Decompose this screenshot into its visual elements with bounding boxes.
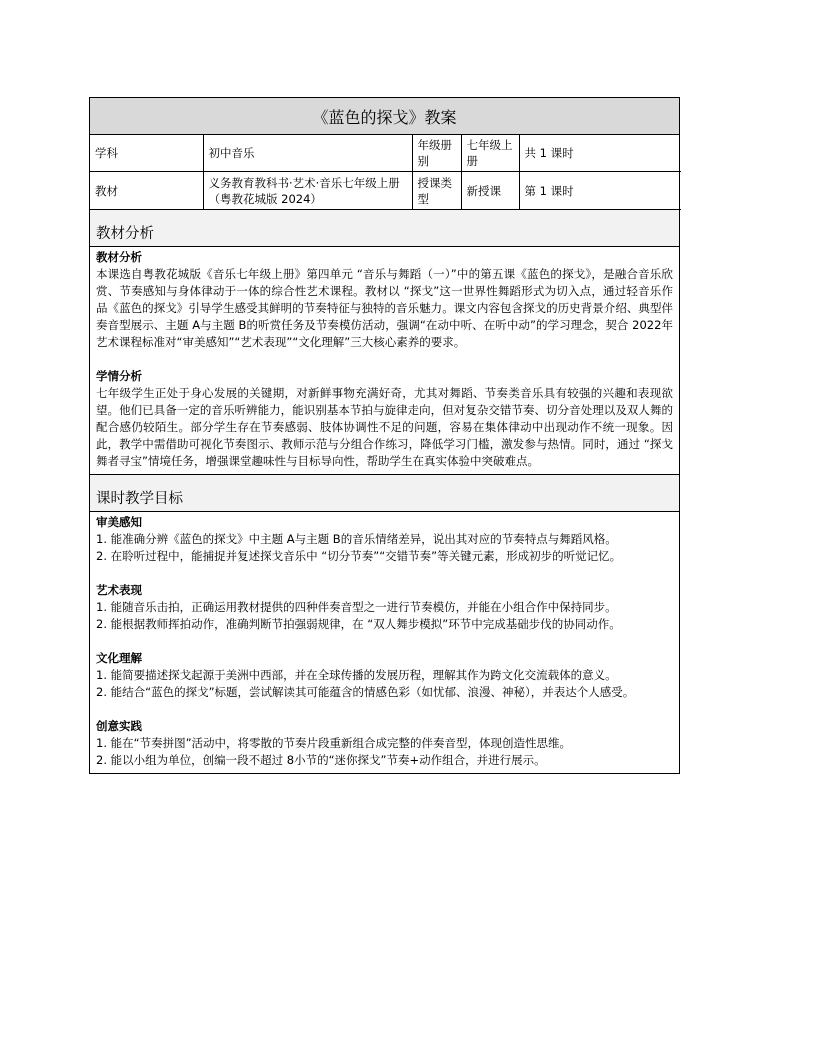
lesson-value: 第 1 课时	[519, 172, 681, 210]
lesson-plan-document	[89, 97, 680, 774]
textbook-value: 义务教育教科书·艺术·音乐七年级上册（粤教花城版 2024）	[203, 172, 412, 210]
grade-label: 年级册别	[412, 135, 461, 172]
period-value: 共 1 课时	[519, 135, 681, 172]
objective-item: 2. 在聆听过程中，能捕捉并复述探戈音乐中 “切分节奏”“交错节奏”等关键元素，形成初步的听觉记忆。	[96, 549, 622, 563]
info-row-textbook	[90, 172, 681, 210]
objective-item: 2. 能根据教师挥拍动作，准确判断节拍强弱规律，在 “双人舞步模拟”环节中完成基础步伐的协同动作。	[96, 617, 621, 631]
textbook-analysis-text: 本课选自粤教花城版《音乐七年级上册》第四单元 “音乐与舞蹈（一）”中的第五课《蓝色的探戈》，是融合音乐欣赏、节奏感知与身体律动于一体的综合性艺术课程。教材以 “探戈”这一世界性舞蹈形式为切入点，通过轻音乐作品《蓝色的探戈》引导学生感受其鲜明的节奏特征与独特的音乐魅力。课文内容包含探戈的历史背景介绍、典型伴奏音型展示、主题 A与主题 B的听赏任务及节奏模仿活动，强调“在动中听、在听中动”的学习理念，契合 2022年艺术课程标准对“审美感知”“艺术表现”“文化理解”三大核心素养的要求。	[96, 267, 673, 349]
type-label: 授课类型	[412, 172, 461, 210]
objective-group-title: 艺术表现	[96, 583, 142, 597]
analysis-section	[90, 247, 679, 475]
objective-item: 1. 能简要描述探戈起源于美洲中西部，并在全球传播的发展历程，理解其作为跨文化交流载体的意义。	[96, 668, 617, 682]
subject-label: 学科	[90, 135, 203, 172]
objective-item: 2. 能以小组为单位，创编一段不超过 8小节的“迷你探戈”节奏+动作组合，并进行展示。	[96, 753, 546, 767]
objective-group-title: 创意实践	[96, 719, 142, 733]
type-value: 新授课	[461, 172, 519, 210]
info-row-subject	[90, 135, 681, 172]
objectives-heading: 课时教学目标	[90, 475, 679, 512]
subject-value: 初中音乐	[203, 135, 412, 172]
objective-group-title: 文化理解	[96, 651, 142, 665]
analysis-heading: 教材分析	[90, 210, 679, 247]
objective-item: 1. 能准确分辨《蓝色的探戈》中主题 A与主题 B的音乐情绪差异，说出其对应的节奏特点与舞蹈风格。	[96, 532, 617, 546]
objective-item: 1. 能随音乐击拍，正确运用教材提供的四种伴奏音型之一进行节奏模仿，并能在小组合作中保持同步。	[96, 600, 617, 614]
objective-group-title: 审美感知	[96, 515, 142, 529]
info-table	[90, 135, 681, 210]
grade-value: 七年级上册	[461, 135, 519, 172]
textbook-analysis-title: 教材分析	[96, 250, 142, 264]
objective-item: 1. 能在“节奏拼图”活动中，将零散的节奏片段重新组合成完整的伴奏音型，体现创造性思维。	[96, 736, 572, 750]
document-title: 《蓝色的探戈》教案	[90, 98, 679, 135]
objective-item: 2. 能结合“蓝色的探戈”标题，尝试解读其可能蕴含的情感色彩（如忧郁、浪漫、神秘），并表达个人感受。	[96, 685, 635, 699]
objectives-section	[90, 512, 679, 773]
textbook-label: 教材	[90, 172, 203, 210]
student-analysis-title: 学情分析	[96, 369, 142, 383]
student-analysis-text: 七年级学生正处于身心发展的关键期，对新鲜事物充满好奇，尤其对舞蹈、节奏类音乐具有较强的兴趣和表现欲望。他们已具备一定的音乐听辨能力，能识别基本节拍与旋律走向，但对复杂交错节奏、切分音处理以及双人舞的配合感仍较陌生。部分学生存在节奏感弱、肢体协调性不足的问题，容易在集体律动中出现动作不统一现象。因此，教学中需借助可视化节奏图示、教师示范与分组合作练习，降低学习门槛，激发参与热情。同时，通过 “探戈舞者寻宝”情境任务，增强课堂趣味性与目标导向性，帮助学生在真实体验中突破难点。	[96, 386, 673, 468]
